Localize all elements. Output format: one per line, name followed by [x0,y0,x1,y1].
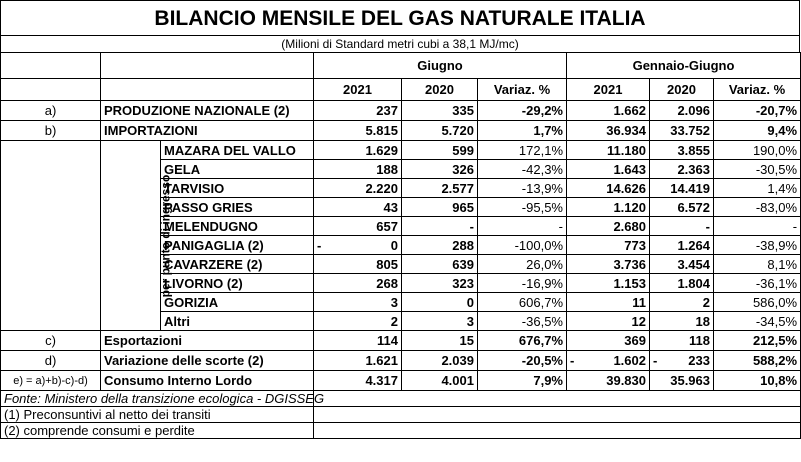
cell-value: 805 [314,255,402,274]
table-row [1,101,801,121]
cell-value: 657 [314,217,402,236]
header-giugno-2021: 2021 [314,79,402,101]
cell-value: 1.621 [314,351,402,371]
cell-value: 3.454 [650,255,714,274]
cell-value: 26,0% [478,255,567,274]
cell-value: 2.363 [650,160,714,179]
cell-value: 9,4% [714,121,801,141]
cell-value: 188 [314,160,402,179]
cell-value: 1,4% [714,179,801,198]
cell-value: 369 [567,331,650,351]
row-label: LIVORNO (2) [161,274,314,293]
cell-value: 18 [650,312,714,331]
cell-value: -95,5% [478,198,567,217]
sign: - [653,353,658,368]
footnote-2: (2) comprende consumi e perdite [1,423,314,439]
cell-value: -30,5% [714,160,801,179]
cell-value: -29,2% [478,101,567,121]
row-label: Variazione delle scorte (2) [101,351,314,371]
cell-value: -34,5% [714,312,801,331]
vertical-label: per punto di ingresso [158,174,173,298]
header-giugno: Giugno [314,53,567,79]
cell-value: 288 [402,236,478,255]
header-gennaio-giugno: Gennaio-Giugno [567,53,801,79]
value: 233 [688,353,710,368]
cell-value: 1.629 [314,141,402,160]
cell-value: -42,3% [478,160,567,179]
source-note: Fonte: Ministero della transizione ecologica - DGISSEG [1,391,314,407]
row-label: PASSO GRIES [161,198,314,217]
cell-value: 7,9% [478,371,567,391]
cell-value: 11 [567,293,650,312]
cell-value: 2.096 [650,101,714,121]
cell-value: 599 [402,141,478,160]
cell-value: 1.120 [567,198,650,217]
cell-value: -83,0% [714,198,801,217]
row-label: Altri [161,312,314,331]
table-subtitle: (Milioni di Standard metri cubi a 38,1 MJ/mc) [0,36,800,52]
cell-value: 2.680 [567,217,650,236]
cell-value: -36,5% [478,312,567,331]
cell-value [314,236,402,255]
header-giugno-2020: 2020 [402,79,478,101]
cell-value: 639 [402,255,478,274]
gas-balance-table [0,52,801,439]
section-label: d) [1,351,101,371]
cell-value: 15 [402,331,478,351]
cell-value: 1.804 [650,274,714,293]
section-label: c) [1,331,101,351]
cell-value: 237 [314,101,402,121]
cell-value [650,351,714,371]
cell-value: 10,8% [714,371,801,391]
row-label: PANIGAGLIA (2) [161,236,314,255]
cell-value: 114 [314,331,402,351]
cell-value: -36,1% [714,274,801,293]
cell-value: 588,2% [714,351,801,371]
cell-value: - [402,217,478,236]
cell-value: 2.039 [402,351,478,371]
cell-value: 8,1% [714,255,801,274]
cell-value: -20,7% [714,101,801,121]
section-label: a) [1,101,101,121]
cell-value: -13,9% [478,179,567,198]
header-period-2020: 2020 [650,79,714,101]
row-label: PRODUZIONE NAZIONALE (2) [101,101,314,121]
sign: - [570,353,575,368]
cell-value: 14.419 [650,179,714,198]
cell-value: 212,5% [714,331,801,351]
cell-value: 326 [402,160,478,179]
cell-value: 14.626 [567,179,650,198]
row-label: IMPORTAZIONI [101,121,314,141]
cell-value: 172,1% [478,141,567,160]
cell-value: -20,5% [478,351,567,371]
cell-value: -100,0% [478,236,567,255]
cell-value: 965 [402,198,478,217]
cell-value: 33.752 [650,121,714,141]
row-label: Consumo Interno Lordo [101,371,314,391]
cell-value: 35.963 [650,371,714,391]
table-title: BILANCIO MENSILE DEL GAS NATURALE ITALIA [0,0,800,36]
row-label: CAVARZERE (2) [161,255,314,274]
header-giugno-variaz: Variaz. % [478,79,567,101]
table-row [1,331,801,351]
cell-value: 2 [650,293,714,312]
row-label: MAZARA DEL VALLO [161,141,314,160]
cell-value: 323 [402,274,478,293]
header-period-variaz: Variaz. % [714,79,801,101]
cell-value: 3.855 [650,141,714,160]
cell-value: 4.317 [314,371,402,391]
cell-value: 606,7% [478,293,567,312]
table-row [1,371,801,391]
cell-value: 39.830 [567,371,650,391]
entry-point-label-cell [101,141,173,331]
row-label: TARVISIO [161,179,314,198]
cell-value: 43 [314,198,402,217]
cell-value: 1.153 [567,274,650,293]
cell-value: 6.572 [650,198,714,217]
cell-value: 118 [650,331,714,351]
row-label: Esportazioni [101,331,314,351]
footnote-row [1,407,801,423]
cell-value: 1,7% [478,121,567,141]
cell-value: 4.001 [402,371,478,391]
cell-value: 335 [402,101,478,121]
row-label: MELENDUGNO [161,217,314,236]
cell-value: 5.815 [314,121,402,141]
cell-value: 1.662 [567,101,650,121]
cell-value: 11.180 [567,141,650,160]
group-header-row [1,53,801,79]
table-row [1,351,801,371]
cell-value: 2.220 [314,179,402,198]
value: 1.602 [613,353,646,368]
cell-value: 586,0% [714,293,801,312]
cell-value: 3 [402,312,478,331]
row-label: GORIZIA [161,293,314,312]
sign: - [317,237,322,253]
section-label: b) [1,121,101,141]
cell-value: 268 [314,274,402,293]
cell-value: - [714,217,801,236]
cell-value: 36.934 [567,121,650,141]
cell-value: -38,9% [714,236,801,255]
footnote-row [1,423,801,439]
row-label: GELA [161,160,314,179]
table-row [1,141,801,160]
footnote-row [1,391,801,407]
cell-value: - [478,217,567,236]
table-row [1,121,801,141]
cell-value: 190,0% [714,141,801,160]
header-period-2021: 2021 [567,79,650,101]
cell-value: 773 [567,236,650,255]
year-header-row [1,79,801,101]
cell-value: 1.643 [567,160,650,179]
cell-value: 676,7% [478,331,567,351]
cell-value: 0 [402,293,478,312]
cell-value: 2.577 [402,179,478,198]
cell-value: 5.720 [402,121,478,141]
value: 0 [390,237,398,253]
footnote-1: (1) Preconsuntivi al netto dei transiti [1,407,314,423]
cell-value: 12 [567,312,650,331]
cell-value [567,351,650,371]
cell-value: - [650,217,714,236]
cell-value: 1.264 [650,236,714,255]
section-label: e) = a)+b)-c)-d) [1,371,101,391]
cell-value: 3 [314,293,402,312]
cell-value: 2 [314,312,402,331]
cell-value: 3.736 [567,255,650,274]
cell-value: -16,9% [478,274,567,293]
